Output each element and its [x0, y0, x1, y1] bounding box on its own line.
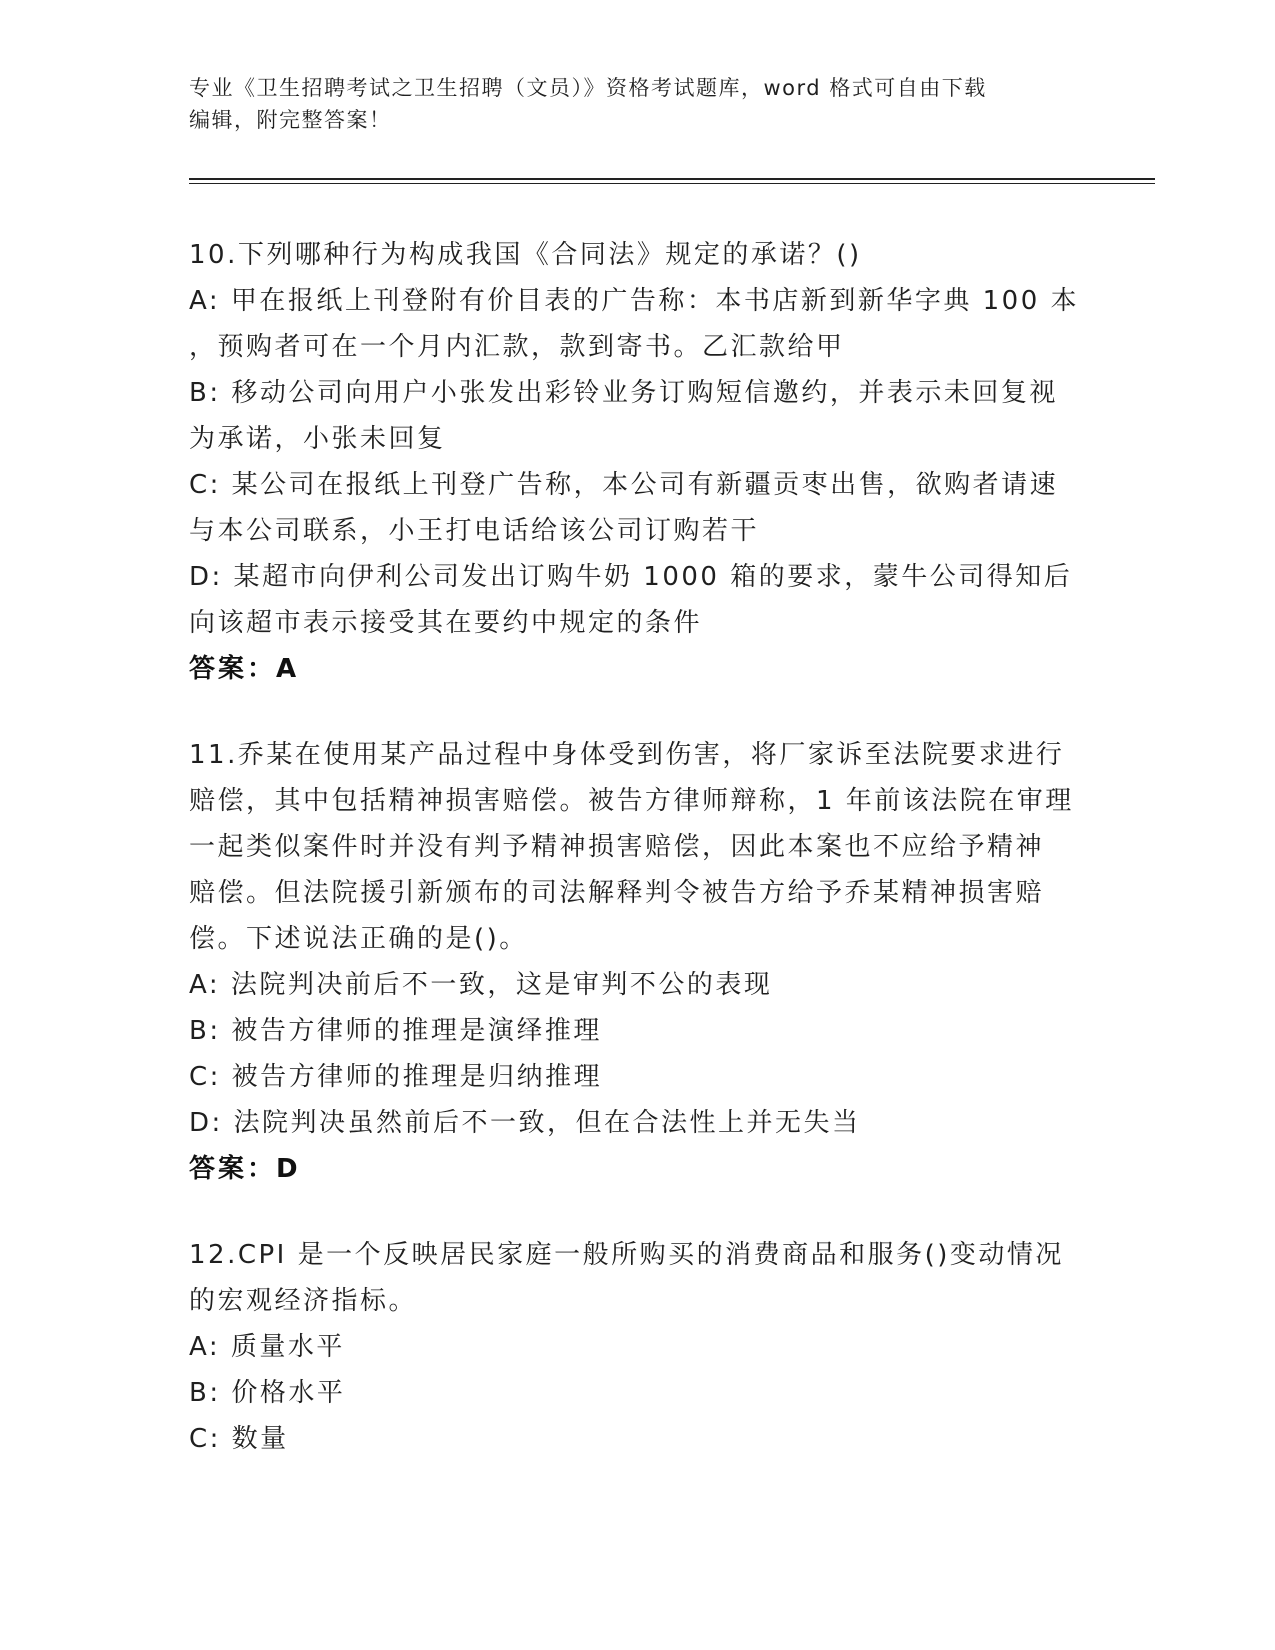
question-12-option-b: B: 价格水平	[189, 1378, 346, 1408]
question-10-option-a-cont: ，预购者可在一个月内汇款，款到寄书。乙汇款给甲	[189, 332, 845, 362]
question-10-option-c-cont: 与本公司联系，小王打电话给该公司订购若干	[189, 516, 760, 546]
question-12-stem-cont: 的宏观经济指标。	[189, 1286, 418, 1316]
question-10-option-c: C: 某公司在报纸上刊登广告称，本公司有新疆贡枣出售，欲购者请速	[189, 470, 1059, 500]
header-divider	[189, 178, 1155, 180]
header-line: 编辑，附完整答案！	[189, 108, 392, 132]
question-10-option-a: A: 甲在报纸上刊登附有价目表的广告称：本书店新到新华字典 100 本	[189, 286, 1080, 316]
header-line: 专业《卫生招聘考试之卫生招聘（文员）》资格考试题库，word 格式可自由下载	[189, 76, 987, 100]
document-header	[189, 72, 1089, 136]
question-10-option-b: B: 移动公司向用户小张发出彩铃业务订购短信邀约，并表示未回复视	[189, 378, 1058, 408]
question-11-stem-cont: 偿。下述说法正确的是()。	[189, 924, 528, 954]
question-11-stem: 11.乔某在使用某产品过程中身体受到伤害，将厂家诉至法院要求进行	[189, 740, 1065, 770]
question-10-option-b-cont: 为承诺，小张未回复	[189, 424, 446, 454]
question-11-option-c: C: 被告方律师的推理是归纳推理	[189, 1062, 603, 1092]
question-11-option-d: D: 法院判决虽然前后不一致，但在合法性上并无失当	[189, 1108, 861, 1138]
header-divider-thin	[189, 183, 1155, 184]
question-11-option-a: A: 法院判决前后不一致，这是审判不公的表现	[189, 970, 773, 1000]
question-10-answer: 答案：A	[189, 654, 300, 684]
question-11-stem-cont: 赔偿。但法院援引新颁布的司法解释判令被告方给予乔某精神损害赔	[189, 878, 1045, 908]
question-12-option-c: C: 数量	[189, 1424, 289, 1454]
question-list	[189, 232, 1089, 1502]
question-11-answer: 答案：D	[189, 1154, 301, 1184]
question-10	[189, 232, 1089, 692]
question-10-option-d-cont: 向该超市表示接受其在要约中规定的条件	[189, 608, 703, 638]
question-12	[189, 1232, 1089, 1462]
question-11-stem-cont: 赔偿，其中包括精神损害赔偿。被告方律师辩称，1 年前该法院在审理	[189, 786, 1074, 816]
question-12-option-a: A: 质量水平	[189, 1332, 345, 1362]
question-10-stem: 10.下列哪种行为构成我国《合同法》规定的承诺？()	[189, 240, 862, 270]
question-11-option-b: B: 被告方律师的推理是演绎推理	[189, 1016, 602, 1046]
question-11-stem-cont: 一起类似案件时并没有判予精神损害赔偿，因此本案也不应给予精神	[189, 832, 1045, 862]
question-11	[189, 732, 1089, 1192]
question-10-option-d: D: 某超市向伊利公司发出订购牛奶 1000 箱的要求，蒙牛公司得知后	[189, 562, 1073, 592]
question-12-stem: 12.CPI 是一个反映居民家庭一般所购买的消费商品和服务()变动情况	[189, 1240, 1064, 1270]
